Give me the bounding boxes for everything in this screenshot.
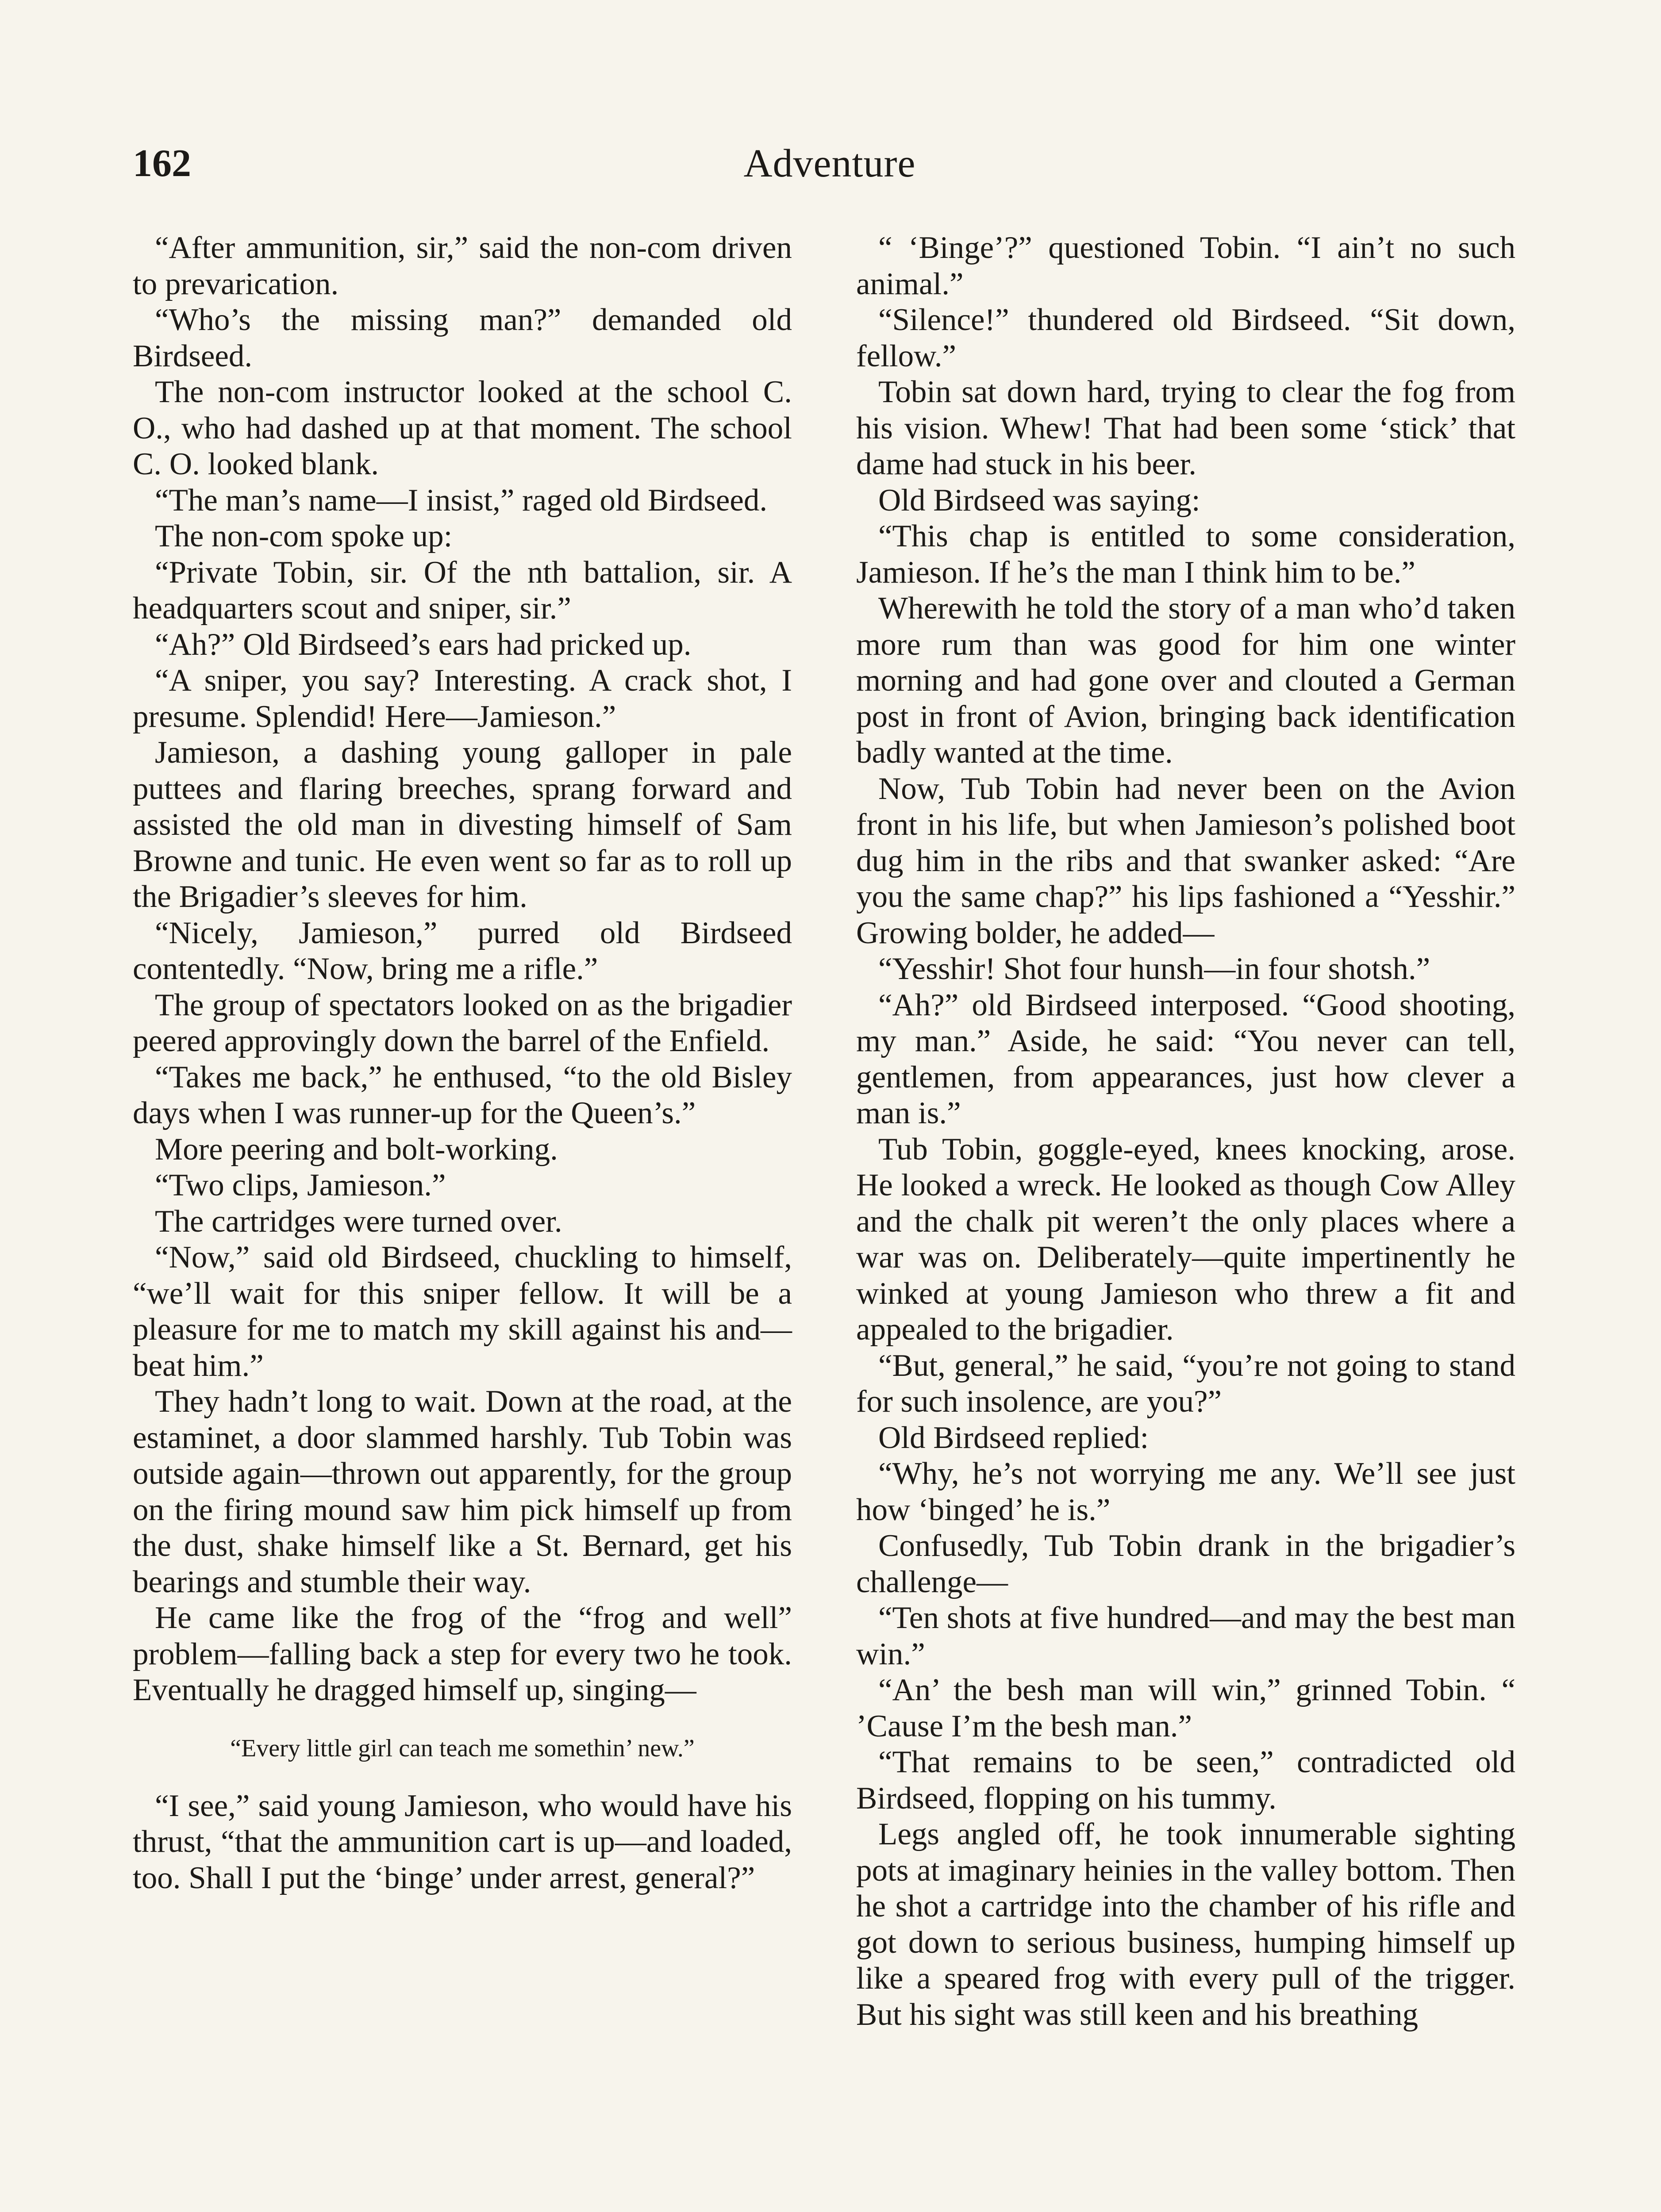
- left-column-text: [133, 230, 792, 1709]
- paragraph: “A sniper, you say? Interesting. A crack shot, I presume. Splendid! Here—Jamieson.”: [133, 663, 792, 734]
- page-header: [133, 133, 1526, 195]
- paragraph: The cartridges were turned over.: [155, 1204, 562, 1239]
- paragraph: “Yesshir! Shot four hunsh—in four shotsh.”: [878, 952, 1430, 986]
- right-column: [856, 230, 1515, 2033]
- paragraph: “Why, he’s not worrying me any. We’ll see just how ‘binged’ he is.”: [856, 1456, 1515, 1527]
- paragraph: The non-com instructor looked at the school C. O., who had dashed up at that moment. The school C. O. looked blank.: [133, 375, 792, 481]
- paragraph: “Silence!” thundered old Birdseed. “Sit down, fellow.”: [856, 303, 1515, 373]
- paragraph: “After ammunition, sir,” said the non-com driven to prevarication.: [133, 230, 792, 301]
- paragraph: Jamieson, a dashing young galloper in pale puttees and flaring breeches, sprang forward and assisted the old man in divesting himself of Sam Browne and tunic. He even went so far as to roll up the Brigadier’s sleeves for him.: [133, 735, 792, 914]
- paragraph: “Two clips, Jamieson.”: [155, 1168, 446, 1202]
- paragraph: Now, Tub Tobin had never been on the Avion front in his life, but when Jamieson’s polished boot dug him in the ribs and that swanker asked: “Are you the same chap?” his lips fashioned a “Yesshir.” Growing bolder, he added—: [856, 771, 1515, 950]
- paragraph: Tobin sat down hard, trying to clear the fog from his vision. Whew! That had been some ‘stick’ that dame had stuck in his beer.: [856, 375, 1515, 481]
- song-verse: “Every little girl can teach me somethin’ new.”: [230, 1734, 695, 1762]
- paragraph: “This chap is entitled to some consideration, Jamieson. If he’s the man I think him to be.”: [856, 519, 1515, 590]
- paragraph: “I see,” said young Jamieson, who would have his thrust, “that the ammunition cart is up—and loaded, too. Shall I put the ‘binge’ under arrest, general?”: [133, 1788, 792, 1895]
- left-column: [133, 230, 792, 1896]
- paragraph: Wherewith he told the story of a man who’d taken more rum than was good for him one winter morning and had gone over and clouted a German post in front of Avion, bringing back identification badly wanted at the time.: [856, 591, 1515, 770]
- paragraph: “Ten shots at five hundred—and may the best man win.”: [856, 1601, 1515, 1671]
- paragraph: Old Birdseed was saying:: [878, 483, 1200, 518]
- left-column-text-after-verse: [133, 1788, 792, 1897]
- paragraph: “Who’s the missing man?” demanded old Birdseed.: [133, 303, 792, 373]
- paragraph: “Takes me back,” he enthused, “to the old Bisley days when I was runner-up for the Queen’s.”: [133, 1060, 792, 1130]
- paragraph: “Nicely, Jamieson,” purred old Birdseed contentedly. “Now, bring me a rifle.”: [133, 915, 792, 986]
- paragraph: “But, general,” he said, “you’re not going to stand for such insolence, are you?”: [856, 1348, 1515, 1419]
- paragraph: “An’ the besh man will win,” grinned Tobin. “ ’Cause I’m the besh man.”: [856, 1673, 1515, 1743]
- page-number: 162: [133, 142, 191, 185]
- paragraph: “The man’s name—I insist,” raged old Birdseed.: [155, 483, 768, 518]
- paragraph: The non-com spoke up:: [155, 519, 453, 553]
- paragraph: More peering and bolt-working.: [155, 1132, 558, 1167]
- paragraph: Tub Tobin, goggle-eyed, knees knocking, arose. He looked a wreck. He looked as though Cow Alley and the chalk pit weren’t the only places where a war was on. Deliberately—quite impertinently he winked at young Jamieson who threw a fit and appealed to the brigadier.: [856, 1132, 1515, 1347]
- paragraph: “Private Tobin, sir. Of the nth battalion, sir. A headquarters scout and sniper, sir.”: [133, 555, 792, 626]
- running-title: Adventure: [743, 142, 916, 185]
- paragraph: “Ah?” Old Birdseed’s ears had pricked up.: [155, 627, 692, 662]
- paragraph: “ ‘Binge’?” questioned Tobin. “I ain’t no such animal.”: [856, 230, 1515, 301]
- paragraph: Confusedly, Tub Tobin drank in the brigadier’s challenge—: [856, 1528, 1515, 1599]
- paragraph: “Now,” said old Birdseed, chuckling to himself, “we’ll wait for this sniper fellow. It will be a pleasure for me to match my skill against his and—beat him.”: [133, 1240, 792, 1383]
- paragraph: He came like the frog of the “frog and well” problem—falling back a step for every two he took. Eventually he dragged himself up, singing—: [133, 1601, 792, 1707]
- paragraph: Old Birdseed replied:: [878, 1420, 1149, 1455]
- paragraph: Legs angled off, he took innumerable sighting pots at imaginary heinies in the valley bottom. Then he shot a cartridge into the chamber of his rifle and got down to serious business, humping himself up like a speared frog with every pull of the trigger. But his sight was still keen and his breathing: [856, 1817, 1515, 2032]
- paragraph: “That remains to be seen,” contradicted old Birdseed, flopping on his tummy.: [856, 1745, 1515, 1816]
- paragraph: “Ah?” old Birdseed interposed. “Good shooting, my man.” Aside, he said: “You never can tell, gentlemen, from appearances, just how clever a man is.”: [856, 987, 1515, 1130]
- paragraph: The group of spectators looked on as the brigadier peered approvingly down the barrel of the Enfield.: [133, 987, 792, 1058]
- paragraph: They hadn’t long to wait. Down at the road, at the estaminet, a door slammed harshly. Tub Tobin was outside again—thrown out apparently, for the group on the firing mound saw him pick himself up from the dust, shake himself like a St. Bernard, get his bearings and stumble their way.: [133, 1384, 792, 1599]
